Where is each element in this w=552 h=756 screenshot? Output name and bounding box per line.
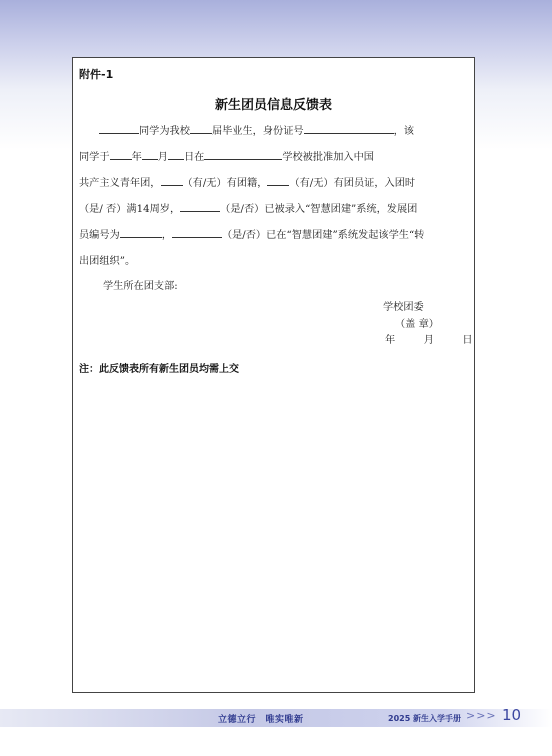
page-number: 10 — [502, 706, 522, 724]
membership-status-blank[interactable] — [161, 175, 183, 186]
form-text: 共产主义青年团， — [79, 178, 161, 189]
graduation-year-blank[interactable] — [190, 123, 212, 134]
date-month: 月 — [423, 335, 434, 346]
school-blank[interactable] — [204, 149, 282, 160]
form-line-6 — [79, 249, 471, 275]
form-text: （有/无）有团员证，入团时 — [289, 178, 416, 189]
form-text: 学校被批准加入中国 — [282, 152, 374, 163]
branch-label: 学生所在团支部: — [103, 281, 178, 292]
date-year: 年 — [385, 335, 396, 346]
form-line-5 — [79, 223, 471, 249]
form-text: 同学于 — [79, 152, 110, 163]
member-card-blank[interactable] — [267, 175, 289, 186]
form-text: （有/无）有团籍， — [182, 178, 268, 189]
signature-date — [385, 331, 473, 346]
join-year-blank[interactable] — [110, 149, 132, 160]
committee-label: 学校团委 — [383, 302, 424, 313]
submission-note: 注：此反馈表所有新生团员均需上交 — [79, 364, 239, 375]
footer-slogan: 立德立行 唯实唯新 — [218, 715, 304, 725]
form-text: （是/否）已被录入“智慧团建”系统，发展团 — [220, 204, 418, 215]
join-day-blank[interactable] — [168, 149, 184, 160]
form-text: ，该 — [393, 126, 414, 137]
form-line-1 — [79, 119, 471, 145]
form-text: 日在 — [183, 152, 205, 163]
id-number-blank[interactable] — [304, 123, 394, 134]
document-title: 新生团员信息反馈表 — [214, 98, 332, 113]
form-text: （是/ 否）满14周岁， — [79, 204, 181, 215]
form-text: 年 — [131, 152, 142, 163]
name-blank[interactable] — [99, 123, 139, 134]
form-text: 月 — [157, 152, 168, 163]
transfer-status-blank[interactable] — [172, 227, 222, 238]
form-text: ， — [161, 230, 172, 241]
form-text: 同学为我校 — [139, 126, 190, 137]
form-line-2 — [79, 145, 471, 171]
chevron-right-icon: >>> — [466, 709, 497, 722]
form-text: 届毕业生，身份证号 — [211, 126, 304, 137]
seal-label: （盖 章） — [395, 319, 439, 330]
date-day: 日 — [462, 335, 473, 346]
form-line-3 — [79, 171, 471, 197]
join-month-blank[interactable] — [142, 149, 158, 160]
document-frame — [72, 57, 475, 693]
form-text: 员编号为 — [79, 230, 120, 241]
form-text: （是/否）已在“智慧团建”系统发起该学生“转 — [221, 230, 425, 241]
attachment-label: 附件-1 — [79, 68, 114, 81]
form-body — [79, 119, 471, 275]
member-number-blank[interactable] — [120, 227, 162, 238]
system-entry-blank[interactable] — [180, 201, 220, 212]
form-text: 出团组织”。 — [79, 256, 136, 267]
form-line-4 — [79, 197, 471, 223]
footer-handbook-title: 2025 新生入学手册 — [388, 714, 462, 723]
